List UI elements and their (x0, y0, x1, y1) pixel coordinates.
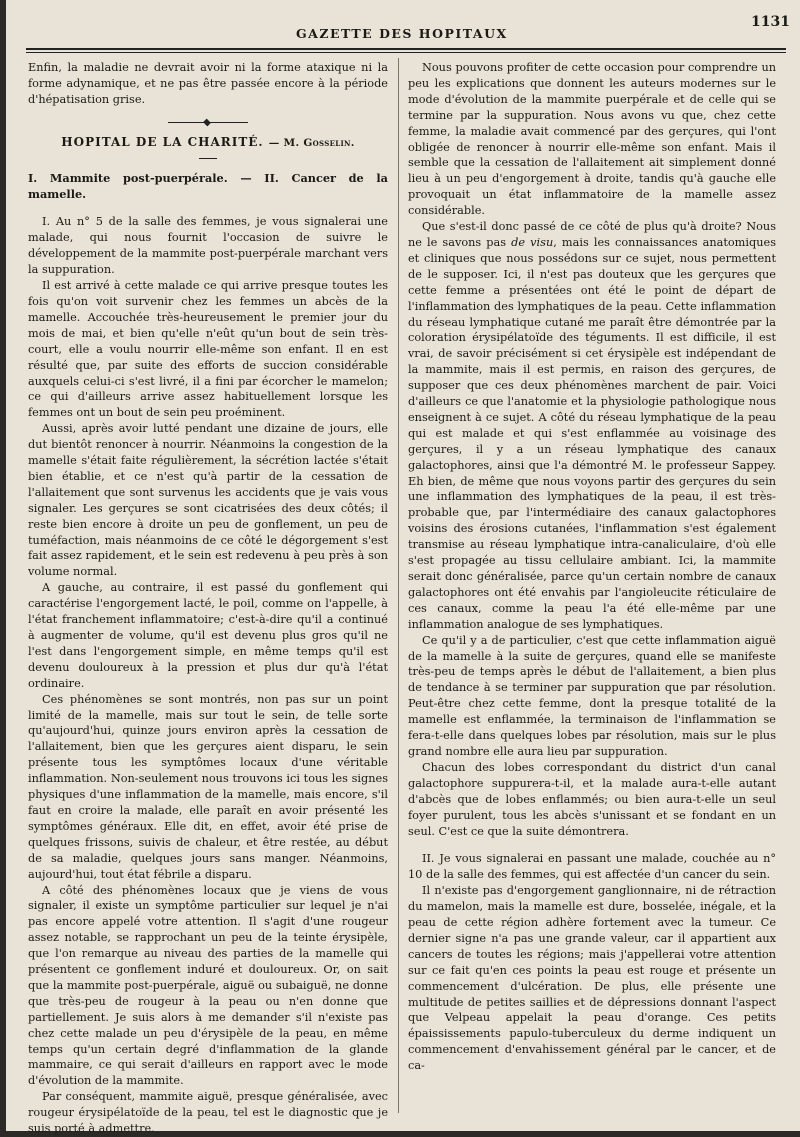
paragraph: Ces phénomènes se sont montrés, non pas sur un point limité de la mamelle, mais sur tout le sein, de telle sorte qu'aujourd'hui, quinze jours environ après la cessation de l'allaitement, bien que les gerçures aient disparu, le sein présente tous les symptômes locaux d'une véritable inflammation. Non-seulement nous trouvons ici tous les signes physiques d'une inflammation de la mamelle, mais encore, s'il faut en croire la malade, elle paraît en avoir présenté les symptômes généraux. Elle dit, en effet, avoir été prise de quelques frissons, suivis de chaleur, et être restée, au début de sa maladie, quelques jours sans manger. Néanmoins, aujourd'hui, tout état fébrile a disparu. (28, 692, 388, 881)
right-paragraphs-a (408, 60, 776, 219)
right-paragraphs-c (408, 851, 776, 1074)
section-title: HOPITAL DE LA CHARITÉ. (61, 134, 264, 149)
right-column (408, 60, 776, 1074)
left-paragraphs (28, 214, 388, 1137)
left-column (28, 60, 388, 1137)
header-rule (26, 48, 786, 50)
paragraph: II. Je vous signalerai en passant une malade, couchée au n° 10 de la salle des femmes, qui est affectée d'un cancer du sein. (408, 852, 776, 882)
paragraph: Par conséquent, mammite aiguë, presque généralisée, avec rougeur érysipélatoïde de la peau, tel est le diagnostic que je suis porté à admettre. (28, 1090, 388, 1136)
paragraph: Ce qu'il y a de particulier, c'est que cette inflammation aiguë de la mamelle à la suite de gerçures, quand elle se manifeste très-peu de temps après le début de l'allaitement, a bien plus de tendance à se terminer par suppuration que par résolution. Peut-être chez cette femme, dont la presque totalité de la mamelle est enflammée, la terminaison de l'inflammation se fera-t-elle dans quelques lobes par résolution, mais sur le plus grand nombre elle aura lieu par suppuration. (408, 633, 776, 758)
short-rule (199, 158, 217, 159)
paragraph: Il n'existe pas d'engorgement ganglionnaire, ni de rétraction du mamelon, mais la mamelle est dure, bosselée, inégale, et la peau de cette région adhère fortement avec la tumeur. Ce dernier signe n'a pas une grande valeur, car il appartient aux cancers de toutes les régions; mais j'appellerai votre attention sur ce fait qu'en ces points la peau est rouge et présente un commencement d'ulcération. De plus, elle présente une multitude de petites saillies et de dépressions donnant l'aspect que Velpeau appelait la peau d'orange. Ces petits épaississements papulo-tuberculeux du derme indiquent un commencement d'envahissement général par le cancer, et de ca- (408, 884, 776, 1073)
paragraph: I. Au n° 5 de la salle des femmes, je vous signalerai une malade, qui nous fournit l'occasion de suivre le développement de la mammite post-puerpérale marchant vers la suppuration. (28, 215, 388, 277)
right-paragraphs-b (408, 633, 776, 840)
intro-paragraph: Enfin, la maladie ne devrait avoir ni la forme ataxique ni la forme adynamique, et ne pas être passée encore à la période d'hépatisation grise. (28, 61, 388, 106)
paragraph: A gauche, au contraire, il est passé du gonflement qui caractérise l'engorgement lacté, le poil, comme on l'appelle, à l'état franchement inflammatoire; c'est-à-dire qu'il a continué à augmenter de volume, qu'il est devenu plus gros qu'il ne l'est dans l'engorgement simple, en même temps qu'il est devenu douloureux à la pression et plus dur qu'à l'état ordinaire. (28, 581, 388, 690)
column-divider (398, 58, 399, 1113)
ornament-separator (168, 122, 248, 123)
paragraph: Il est arrivé à cette malade ce qui arrive presque toutes les fois qu'on voit survenir chez les femmes un abcès de la mamelle. Accouchée très-heureusement le premier jour du mois de mai, et bien qu'elle n'eût qu'un bout de sein très-court, elle a voulu nourrir elle-même son enfant. Il en est résulté que, par suite des efforts de succion considérable auxquels celui-ci s'est livré, il a fini par écorcher le mamelon; ce qui d'ailleurs arrive assez habituellement lorsque les femmes ont un bout de sein peu proéminent. (28, 279, 388, 420)
article-title: I. Mammite post-puerpérale. — II. Cancer de la mamelle. (28, 170, 388, 201)
newspaper-page (6, 0, 800, 1136)
latin-phrase: de visu (511, 235, 554, 249)
paragraph: A côté des phénomènes locaux que je viens de vous signaler, il existe un symptôme particulier sur lequel je n'ai pas encore appelé votre attention. Il s'agit d'une rougeur assez notable, se rapprochant un peu de la teinte érysipèle, que l'on remarque au niveau des parties de la mamelle qui présentent ce gonflement induré et douloureux. Or, on sait que la mammite post-puerpérale, aiguë ou subaiguë, ne donne que très-peu de rougeur à la peau ou n'en donne que partiellement. Je suis alors à me demander s'il n'existe pas chez cette malade un peu d'érysipèle de la peau, en même temps qu'un certain degré d'inflammation de la glande mammaire, ce qui serait d'ailleurs en rapport avec le mode d'évolution de la mammite. (28, 883, 388, 1088)
page-header (6, 14, 800, 50)
paragraph: Aussi, après avoir lutté pendant une dizaine de jours, elle dut bientôt renoncer à nourrir. Néanmoins la congestion de la mamelle s'était faite régulièrement, la sécrétion lactée s'était bien établie, et ce n'est qu'à partir de la cessation de l'allaitement que sont survenus les accidents que je vais vous signaler. Les gerçures se sont cicatrisées des deux côtés; il reste bien encore à droite un peu de gonflement, un peu de tuméfaction, mais néanmoins de ce côté le dégorgement s'est fait assez rapidement, et le sein est redevenu à peu près à son volume normal. (28, 422, 388, 579)
paragraph: Nous pouvons profiter de cette occasion pour comprendre un peu les explications que donnent les auteurs modernes sur le mode d'évolution de la mammite puerpérale et de celle qui se termine par la suppuration. Nous avons vu que, chez cette femme, la maladie avait commencé par des gerçures, qui l'ont obligée de renoncer à nourrir elle-même son enfant. Mais il semble que la cessation de l'allaitement ait simplement donné lieu à un peu d'engorgement à droite, tandis qu'à gauche elle provoquait un état inflammatoire de la mamelle assez considérable. (408, 61, 776, 218)
page-number: 1131 (751, 14, 790, 30)
paragraph: Chacun des lobes correspondant du district d'un canal galactophore suppurera-t-il, et la malade aura-t-elle autant d'abcès que de lobes enflammés; ou bien aura-t-elle un seul foyer purulent, tous les abcès s'unissant et se fondant en un seul. C'est ce que la suite démontrera. (408, 760, 776, 838)
section-gap (408, 839, 776, 851)
header-rule-thin (26, 52, 786, 53)
journal-title: GAZETTE DES HOPITAUX (296, 26, 508, 41)
section-heading (28, 135, 388, 152)
section-author: — M. Gosselin. (268, 136, 355, 149)
paragraph: Que s'est-il donc passé de ce côté de plus qu'à droite? Nous ne le savons pas de visu, mais les connaissances anatomiques et cliniques que nous possédons sur ce sujet, nous permettent de le supposer. Ici, il n'est pas douteux que les gerçures que cette femme a présentées ont été le point de départ de l'inflammation des lymphatiques de la peau. Cette inflammation du réseau lymphatique cutané me paraît être démontrée par la coloration érysipélatoïde des téguments. Il est difficile, il est vrai, de savoir précisément si cet érysipèle est indépendant de la mammite, mais il est permis, en raison des gerçures, de supposer que ces deux phénomènes marchent de pair. Voici d'ailleurs ce que l'anatomie et la physiologie pathologique nous enseignent à ce sujet. A côté du réseau lymphatique de la peau qui est malade et qui s'est enflammée au voisinage des gerçures, il y a un réseau lymphatique des canaux galactophores, ainsi que l'a démontré M. le professeur Sappey. Eh bien, de même que nous voyons partir des gerçures du sein une inflammation des lymphatiques de la peau, il est très-probable que, par l'intermédiaire des canaux galactophores voisins des érosions cutanées, l'inflammation s'est également transmise au réseau lymphatique intra-canaliculaire, d'où elle s'est propagée au tissu cellulaire ambiant. Ici, la mammite serait donc généralisée, parce qu'un certain nombre de canaux galactophores ont été envahis par l'angioleucite réticulaire de ces canaux, comme la peau l'a été elle-même par une inflammation analogue de ses lymphatiques. (408, 220, 776, 631)
